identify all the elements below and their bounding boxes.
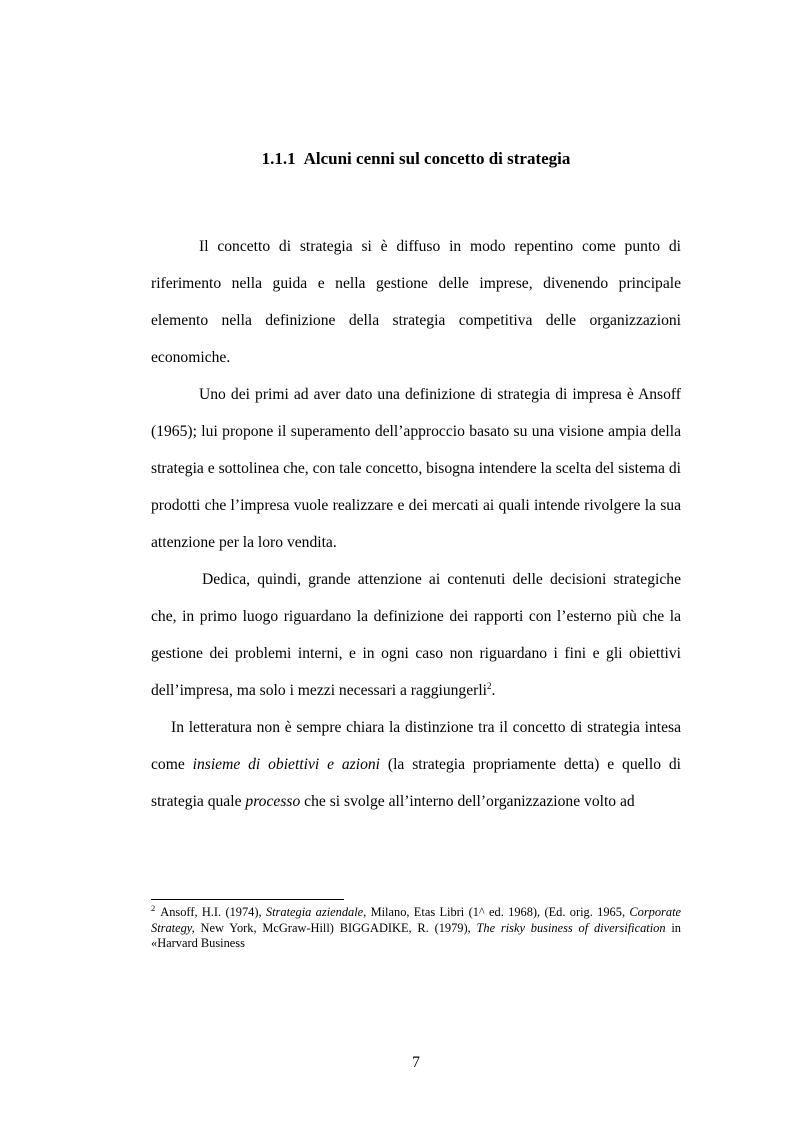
footnote-text-g: in «Harvard Business bbox=[151, 920, 681, 950]
paragraph-3-end: . bbox=[491, 682, 496, 699]
footnote-divider bbox=[151, 899, 344, 900]
paragraph-2: Uno dei primi ad aver dato una definizione di strategia di impresa è Ansoff (1965); lui propone il superamento dell’approccio basato su una visione ampia della strategia e sottolinea che, con tale concetto, bisogna intendere la scelta del sistema di prodotti che l’impresa vuole realizzare e dei mercati ai quali intende rivolgere la sua attenzione per la loro vendita. bbox=[151, 386, 681, 551]
footnote-reference[interactable]: 2 bbox=[487, 681, 492, 691]
paragraph-1: Il concetto di strategia si è diffuso in modo repentino come punto di riferimento nella guida e nella gestione delle imprese, divenendo principale elemento nella definizione della strategia competitiva delle organizzazioni economiche. bbox=[151, 238, 681, 366]
section-number: 1.1.1 bbox=[261, 149, 296, 168]
section-heading bbox=[151, 149, 681, 169]
footnote-text-a: Ansoff, H.I. (1974), bbox=[160, 905, 266, 919]
paragraph-3 bbox=[151, 561, 681, 709]
footnote bbox=[151, 905, 681, 952]
footnote-italic-title-1: Strategia aziendale bbox=[265, 905, 364, 919]
body-text bbox=[151, 228, 681, 820]
section-title: Alcuni cenni sul concetto di strategia bbox=[303, 149, 571, 168]
footnote-italic-title-3: The risky business of diversification bbox=[476, 920, 666, 935]
page-number: 7 bbox=[412, 1054, 420, 1071]
footnote-text-e: New York, McGraw-Hill) BIGGADIKE, R. (1979), bbox=[194, 920, 477, 935]
footnote-text-c: , Milano, Etas Libri (1^ ed. 1968), (Ed. orig. 1965, bbox=[363, 905, 630, 919]
paragraph-4-text-a: In letteratura non è sempre chiara la distinzione tra il concetto di strategia intesa come bbox=[151, 719, 681, 773]
paragraph-3-text: Dedica, quindi, grande attenzione ai contenuti delle decisioni strategiche che, in primo luogo riguardano la definizione dei rapporti con l’esterno più che la gestione dei problemi interni, e in ogni caso non riguardano i fini e gli obiettivi dell’impresa, ma solo i mezzi necessari a raggiungerli bbox=[151, 571, 681, 699]
footnote-marker: 2 bbox=[151, 903, 156, 913]
paragraph-4-italic-term: insieme di obiettivi e azioni bbox=[192, 756, 381, 773]
paragraph-4-text-e: che si svolge all’interno dell’organizzazione volto ad bbox=[300, 793, 635, 810]
paragraph-4-italic-process: processo bbox=[245, 793, 301, 810]
footnote-italic-title-2: Corporate Strategy, bbox=[151, 905, 682, 935]
paragraph-4-text-c: (la strategia propriamente detta) e quello di strategia quale bbox=[151, 756, 681, 810]
paragraph-4 bbox=[151, 709, 681, 820]
